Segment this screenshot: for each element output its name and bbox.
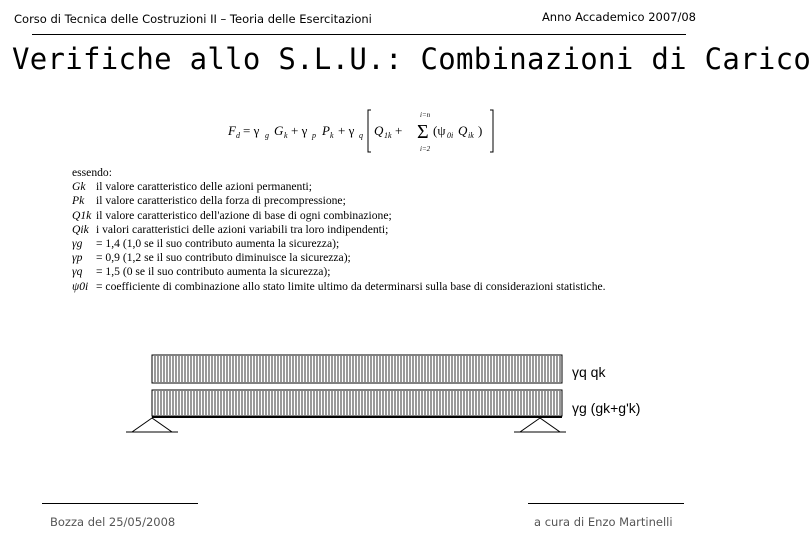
definitions-intro: essendo:	[72, 166, 112, 179]
definition-row	[72, 237, 606, 251]
svg-text:p: p	[312, 131, 316, 140]
definition-text: il valore caratteristico della forza di precompressione;	[96, 194, 346, 208]
header-divider	[32, 34, 686, 35]
left-support	[132, 418, 172, 432]
definition-symbol: Gk	[72, 180, 86, 194]
author-credit: a cura di Enzo Martinelli	[534, 515, 673, 529]
svg-text:Q: Q	[458, 123, 468, 138]
footer-left-divider	[42, 503, 198, 504]
svg-text:ik: ik	[468, 131, 474, 140]
svg-text:): )	[478, 123, 483, 138]
definition-row	[72, 223, 606, 237]
svg-text:i=n: i=n	[420, 111, 431, 119]
draft-date: Bozza del 25/05/2008	[50, 515, 176, 529]
svg-text:(ψ: (ψ	[433, 123, 446, 138]
svg-text:1k: 1k	[384, 131, 392, 140]
definition-row	[72, 180, 606, 194]
definition-text: i valori caratteristici delle azioni variabili tra loro indipendenti;	[96, 222, 389, 236]
svg-text:0i: 0i	[447, 131, 454, 140]
definition-row	[72, 280, 606, 294]
svg-text:+ γ: + γ	[338, 123, 355, 138]
definition-symbol: γg	[72, 237, 83, 251]
definition-symbol: Qik	[72, 222, 89, 236]
definition-symbol: Q1k	[72, 208, 92, 222]
svg-text:P: P	[322, 123, 330, 138]
svg-text:F: F	[228, 123, 236, 138]
course-title: Corso di Tecnica delle Costruzioni II – Teoria delle Esercitazioni	[14, 12, 372, 26]
definition-row	[72, 209, 606, 223]
permanent-load-block	[152, 390, 562, 416]
svg-text:G: G	[274, 123, 284, 138]
slide-title: Verifiche allo S.L.U.: Combinazioni di Carico	[12, 42, 811, 76]
svg-text:g: g	[265, 131, 269, 140]
svg-text:i=2: i=2	[420, 145, 431, 153]
definition-row	[72, 251, 606, 265]
definition-row	[72, 194, 606, 208]
footer-right-divider	[528, 503, 684, 504]
svg-text:k: k	[330, 131, 334, 140]
beam-load-diagram	[120, 350, 620, 440]
definition-row	[72, 265, 606, 279]
svg-text:Q: Q	[374, 123, 384, 138]
definition-text: il valore caratteristico dell'azione di base di ogni combinazione;	[96, 208, 392, 222]
academic-year: Anno Accademico 2007/08	[541, 10, 696, 24]
definition-text: il valore caratteristico delle azioni permanenti;	[96, 180, 312, 194]
definition-symbol: ψ0i	[72, 279, 89, 293]
definition-symbol: γp	[72, 251, 83, 265]
definition-text: = 1,4 (1,0 se il suo contributo aumenta la sicurezza);	[96, 237, 340, 251]
load-combination-formula	[228, 108, 498, 154]
definition-text: = 1,5 (0 se il suo contributo aumenta la sicurezza);	[96, 265, 331, 279]
variable-load-block	[152, 355, 562, 383]
svg-text:+: +	[395, 123, 403, 138]
svg-text:k: k	[284, 131, 288, 140]
definition-text: = 0,9 (1,2 se il suo contributo diminuisce la sicurezza);	[96, 251, 351, 265]
svg-text:Σ: Σ	[417, 121, 429, 143]
svg-text:+ γ: + γ	[291, 123, 308, 138]
definition-text: = coefficiente di combinazione allo stato limite ultimo da determinarsi sulla base di considerazioni statistiche.	[96, 279, 606, 293]
svg-text:d: d	[236, 131, 240, 140]
variable-load-label: γq qk	[572, 364, 606, 380]
right-support	[520, 418, 560, 432]
svg-text:q: q	[359, 131, 363, 140]
svg-text:= γ: = γ	[243, 123, 260, 138]
definition-symbol: Pk	[72, 194, 85, 208]
definitions-list	[72, 166, 606, 294]
definition-symbol: γq	[72, 265, 83, 279]
permanent-load-label: γg (gk+g'k)	[572, 400, 641, 416]
